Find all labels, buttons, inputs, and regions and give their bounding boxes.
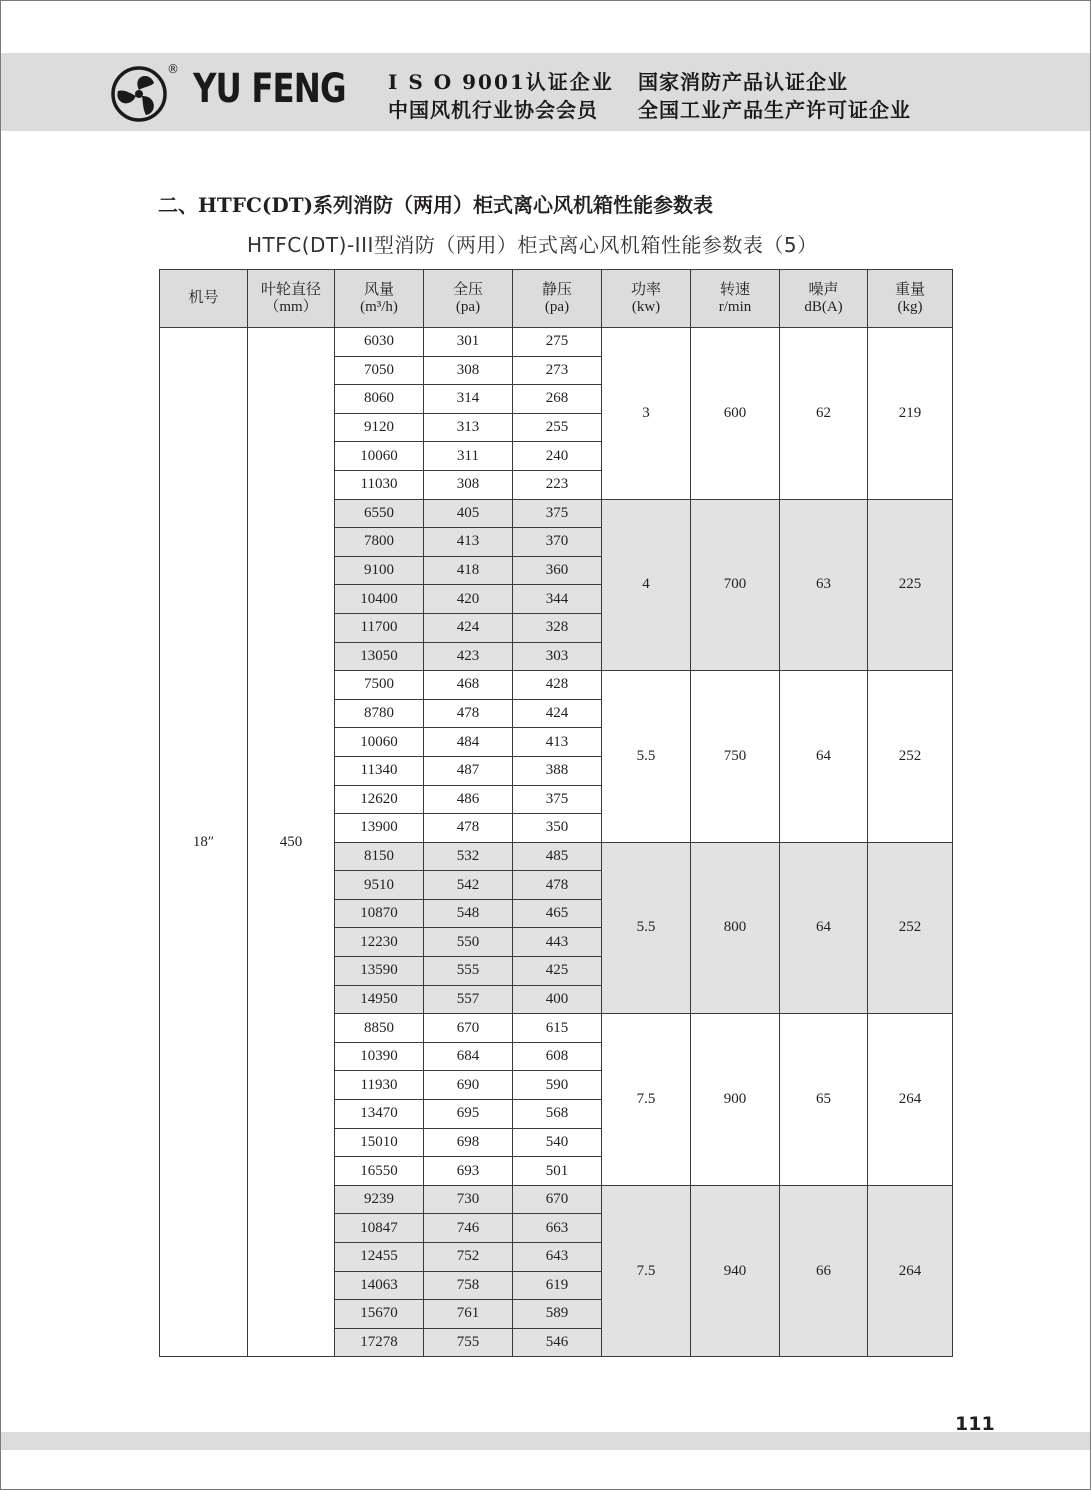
total-pressure-cell: 418 — [424, 556, 513, 585]
static-pressure-cell: 501 — [513, 1157, 602, 1186]
total-pressure-cell: 548 — [424, 899, 513, 928]
air-volume-cell: 9239 — [335, 1185, 424, 1214]
total-pressure-cell: 487 — [424, 756, 513, 785]
static-pressure-cell: 370 — [513, 528, 602, 557]
air-volume-cell: 16550 — [335, 1157, 424, 1186]
static-pressure-cell: 344 — [513, 585, 602, 614]
power-cell: 7.5 — [602, 1185, 691, 1357]
static-pressure-cell: 619 — [513, 1271, 602, 1300]
speed-cell: 800 — [691, 842, 780, 1014]
static-pressure-cell: 608 — [513, 1042, 602, 1071]
air-volume-cell: 10400 — [335, 585, 424, 614]
cert-production-license: 全国工业产品生产许可证企业 — [638, 98, 911, 122]
total-pressure-cell: 542 — [424, 871, 513, 900]
static-pressure-cell: 478 — [513, 871, 602, 900]
static-pressure-cell: 546 — [513, 1328, 602, 1357]
total-pressure-cell: 308 — [424, 356, 513, 385]
model-cell: 18″ — [160, 328, 248, 1357]
air-volume-cell: 13050 — [335, 642, 424, 671]
air-volume-cell: 11700 — [335, 613, 424, 642]
power-cell: 7.5 — [602, 1014, 691, 1186]
static-pressure-cell: 255 — [513, 413, 602, 442]
air-volume-cell: 9100 — [335, 556, 424, 585]
total-pressure-cell: 555 — [424, 957, 513, 986]
table-header-row — [160, 270, 953, 328]
air-volume-cell: 13470 — [335, 1100, 424, 1129]
static-pressure-cell: 425 — [513, 957, 602, 986]
static-pressure-cell: 240 — [513, 442, 602, 471]
air-volume-cell: 7500 — [335, 671, 424, 700]
weight-cell: 252 — [868, 671, 953, 843]
air-volume-cell: 12620 — [335, 785, 424, 814]
noise-cell: 63 — [780, 499, 868, 671]
total-pressure-cell: 550 — [424, 928, 513, 957]
speed-cell: 600 — [691, 328, 780, 500]
air-volume-cell: 8780 — [335, 699, 424, 728]
total-pressure-cell: 557 — [424, 985, 513, 1014]
total-pressure-cell: 670 — [424, 1014, 513, 1043]
header-weight: 重量 (kg) — [868, 270, 953, 328]
air-volume-cell: 14950 — [335, 985, 424, 1014]
air-volume-cell: 14063 — [335, 1271, 424, 1300]
total-pressure-cell: 698 — [424, 1128, 513, 1157]
power-cell: 5.5 — [602, 671, 691, 843]
static-pressure-cell: 275 — [513, 328, 602, 357]
static-pressure-cell: 400 — [513, 985, 602, 1014]
speed-cell: 700 — [691, 499, 780, 671]
total-pressure-cell: 311 — [424, 442, 513, 471]
static-pressure-cell: 670 — [513, 1185, 602, 1214]
weight-cell: 219 — [868, 328, 953, 500]
total-pressure-cell: 695 — [424, 1100, 513, 1129]
speed-cell: 940 — [691, 1185, 780, 1357]
header-static-pressure: 静压 (pa) — [513, 270, 602, 328]
total-pressure-cell: 752 — [424, 1243, 513, 1272]
speed-cell: 900 — [691, 1014, 780, 1186]
static-pressure-cell: 375 — [513, 499, 602, 528]
air-volume-cell: 7050 — [335, 356, 424, 385]
static-pressure-cell: 328 — [513, 613, 602, 642]
total-pressure-cell: 468 — [424, 671, 513, 700]
static-pressure-cell: 223 — [513, 470, 602, 499]
static-pressure-cell: 303 — [513, 642, 602, 671]
air-volume-cell: 12455 — [335, 1243, 424, 1272]
static-pressure-cell: 268 — [513, 385, 602, 414]
performance-table — [159, 269, 953, 1357]
static-pressure-cell: 443 — [513, 928, 602, 957]
air-volume-cell: 9120 — [335, 413, 424, 442]
power-cell: 4 — [602, 499, 691, 671]
air-volume-cell: 10847 — [335, 1214, 424, 1243]
static-pressure-cell: 590 — [513, 1071, 602, 1100]
noise-cell: 62 — [780, 328, 868, 500]
total-pressure-cell: 424 — [424, 613, 513, 642]
weight-cell: 264 — [868, 1014, 953, 1186]
air-volume-cell: 10060 — [335, 728, 424, 757]
header-impeller-diameter: 叶轮直径 （mm） — [248, 270, 335, 328]
total-pressure-cell: 486 — [424, 785, 513, 814]
static-pressure-cell: 375 — [513, 785, 602, 814]
air-volume-cell: 6030 — [335, 328, 424, 357]
static-pressure-cell: 615 — [513, 1014, 602, 1043]
table-subtitle: HTFC(DT)-III型消防（两用）柜式离心风机箱性能参数表（5） — [247, 233, 818, 257]
table-body — [160, 328, 953, 1357]
air-volume-cell: 8850 — [335, 1014, 424, 1043]
air-volume-cell: 9510 — [335, 871, 424, 900]
total-pressure-cell: 301 — [424, 328, 513, 357]
total-pressure-cell: 484 — [424, 728, 513, 757]
static-pressure-cell: 663 — [513, 1214, 602, 1243]
static-pressure-cell: 485 — [513, 842, 602, 871]
static-pressure-cell: 350 — [513, 814, 602, 843]
header-noise: 噪声 dB(A) — [780, 270, 868, 328]
static-pressure-cell: 360 — [513, 556, 602, 585]
air-volume-cell: 8060 — [335, 385, 424, 414]
total-pressure-cell: 693 — [424, 1157, 513, 1186]
registered-mark: ® — [167, 62, 179, 76]
static-pressure-cell: 589 — [513, 1300, 602, 1329]
noise-cell: 66 — [780, 1185, 868, 1357]
static-pressure-cell: 568 — [513, 1100, 602, 1129]
total-pressure-cell: 746 — [424, 1214, 513, 1243]
cert-iso9001: I S O 9001认证企业 — [388, 70, 614, 94]
total-pressure-cell: 478 — [424, 814, 513, 843]
total-pressure-cell: 420 — [424, 585, 513, 614]
section-title: 二、HTFC(DT)系列消防（两用）柜式离心风机箱性能参数表 — [158, 193, 714, 217]
air-volume-cell: 15670 — [335, 1300, 424, 1329]
static-pressure-cell: 388 — [513, 756, 602, 785]
air-volume-cell: 15010 — [335, 1128, 424, 1157]
header-air-volume: 风量 (m³/h) — [335, 270, 424, 328]
speed-cell: 750 — [691, 671, 780, 843]
weight-cell: 252 — [868, 842, 953, 1014]
total-pressure-cell: 413 — [424, 528, 513, 557]
power-cell: 5.5 — [602, 842, 691, 1014]
cert-fan-association: 中国风机行业协会会员 — [388, 98, 598, 122]
footer-band — [1, 1432, 1090, 1450]
static-pressure-cell: 465 — [513, 899, 602, 928]
yufeng-fan-logo-icon — [110, 65, 168, 123]
total-pressure-cell: 758 — [424, 1271, 513, 1300]
total-pressure-cell: 478 — [424, 699, 513, 728]
total-pressure-cell: 314 — [424, 385, 513, 414]
noise-cell: 65 — [780, 1014, 868, 1186]
air-volume-cell: 10870 — [335, 899, 424, 928]
header-total-pressure: 全压 (pa) — [424, 270, 513, 328]
total-pressure-cell: 405 — [424, 499, 513, 528]
total-pressure-cell: 730 — [424, 1185, 513, 1214]
power-cell: 3 — [602, 328, 691, 500]
total-pressure-cell: 684 — [424, 1042, 513, 1071]
air-volume-cell: 10060 — [335, 442, 424, 471]
air-volume-cell: 11340 — [335, 756, 424, 785]
air-volume-cell: 11030 — [335, 470, 424, 499]
header-model: 机号 — [160, 270, 248, 328]
total-pressure-cell: 532 — [424, 842, 513, 871]
total-pressure-cell: 761 — [424, 1300, 513, 1329]
header-speed: 转速 r/min — [691, 270, 780, 328]
air-volume-cell: 8150 — [335, 842, 424, 871]
static-pressure-cell: 540 — [513, 1128, 602, 1157]
noise-cell: 64 — [780, 842, 868, 1014]
air-volume-cell: 6550 — [335, 499, 424, 528]
brand-name: YU FENG — [193, 66, 346, 112]
air-volume-cell: 12230 — [335, 928, 424, 957]
air-volume-cell: 7800 — [335, 528, 424, 557]
static-pressure-cell: 643 — [513, 1243, 602, 1272]
weight-cell: 225 — [868, 499, 953, 671]
air-volume-cell: 13590 — [335, 957, 424, 986]
total-pressure-cell: 755 — [424, 1328, 513, 1357]
weight-cell: 264 — [868, 1185, 953, 1357]
static-pressure-cell: 273 — [513, 356, 602, 385]
impeller-diameter-cell: 450 — [248, 328, 335, 1357]
static-pressure-cell: 428 — [513, 671, 602, 700]
total-pressure-cell: 313 — [424, 413, 513, 442]
page-number: 111 — [955, 1413, 995, 1435]
static-pressure-cell: 424 — [513, 699, 602, 728]
total-pressure-cell: 690 — [424, 1071, 513, 1100]
table-row — [160, 328, 953, 357]
air-volume-cell: 13900 — [335, 814, 424, 843]
air-volume-cell: 10390 — [335, 1042, 424, 1071]
static-pressure-cell: 413 — [513, 728, 602, 757]
header-power: 功率 (kw) — [602, 270, 691, 328]
air-volume-cell: 17278 — [335, 1328, 424, 1357]
noise-cell: 64 — [780, 671, 868, 843]
cert-fire-product: 国家消防产品认证企业 — [638, 70, 848, 94]
air-volume-cell: 11930 — [335, 1071, 424, 1100]
total-pressure-cell: 308 — [424, 470, 513, 499]
total-pressure-cell: 423 — [424, 642, 513, 671]
